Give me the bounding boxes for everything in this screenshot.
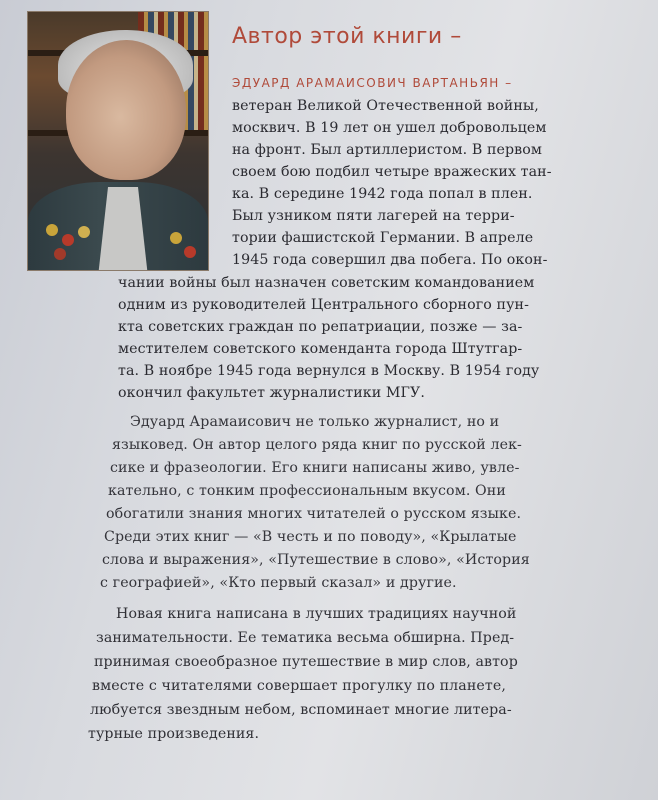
text-line: чании войны был назначен советским командованием <box>118 275 535 291</box>
text-line: сике и фразеологии. Его книги написаны живо, увле- <box>110 460 520 476</box>
medal-icon <box>62 234 74 246</box>
text-line: местителем советского коменданта города Штутгар- <box>118 341 523 357</box>
medal-icon <box>184 246 196 258</box>
text-line: москвич. В 19 лет он ушел добровольцем <box>232 120 547 136</box>
text-line: на фронт. Был артиллеристом. В первом <box>232 142 543 158</box>
text-line: слова и выражения», «Путешествие в слово», «История <box>102 552 530 568</box>
medal-icon <box>46 224 58 236</box>
text-line: кта советских граждан по репатриации, позже — за- <box>118 319 523 335</box>
medal-icon <box>170 232 182 244</box>
text-line: занимательности. Ее тематика весьма обширна. Пред- <box>96 630 515 646</box>
portrait-face <box>66 40 186 180</box>
text-line: принимая своеобразное путешествие в мир слов, автор <box>94 654 518 670</box>
medal-icon <box>54 248 66 260</box>
text-line: обогатили знания многих читателей о русском языке. <box>106 506 522 522</box>
text-line: 1945 года совершил два побега. По окон- <box>232 252 548 268</box>
text-line: Новая книга написана в лучших традициях научной <box>116 606 517 622</box>
text-line: та. В ноябре 1945 года вернулся в Москву. В 1954 году <box>118 363 540 379</box>
text-line: турные произведения. <box>88 726 260 742</box>
page-title: Автор этой книги – <box>232 24 462 49</box>
text-line: любуется звездным небом, вспоминает многие литера- <box>90 702 512 718</box>
text-line: Был узником пяти лагерей на терри- <box>232 208 515 224</box>
medal-icon <box>78 226 90 238</box>
text-line: языковед. Он автор целого ряда книг по русской лек- <box>112 437 522 453</box>
text-line: одним из руководителей Центрального сборного пун- <box>118 297 529 313</box>
text-line: Среди этих книг — «В честь и по поводу», «Крылатые <box>104 529 517 545</box>
text-line: ка. В середине 1942 года попал в плен. <box>232 186 533 202</box>
text-line: ветеран Великой Отечественной войны, <box>232 98 539 114</box>
text-line: окончил факультет журналистики МГУ. <box>118 385 426 401</box>
author-portrait-photo <box>28 12 208 270</box>
text-line: тории фашистской Германии. В апреле <box>232 230 534 246</box>
text-line: кательно, с тонким профессиональным вкусом. Они <box>108 483 506 499</box>
text-line: своем бою подбил четыре вражеских тан- <box>232 164 552 180</box>
author-name: ЭДУАРД АРАМАИСОВИЧ ВАРТАНЬЯН – <box>232 76 513 90</box>
text-line: Эдуард Арамаисович не только журналист, но и <box>130 414 500 430</box>
text-line: вместе с читателями совершает прогулку по планете, <box>92 678 506 694</box>
text-line: с географией», «Кто первый сказал» и другие. <box>100 575 457 591</box>
